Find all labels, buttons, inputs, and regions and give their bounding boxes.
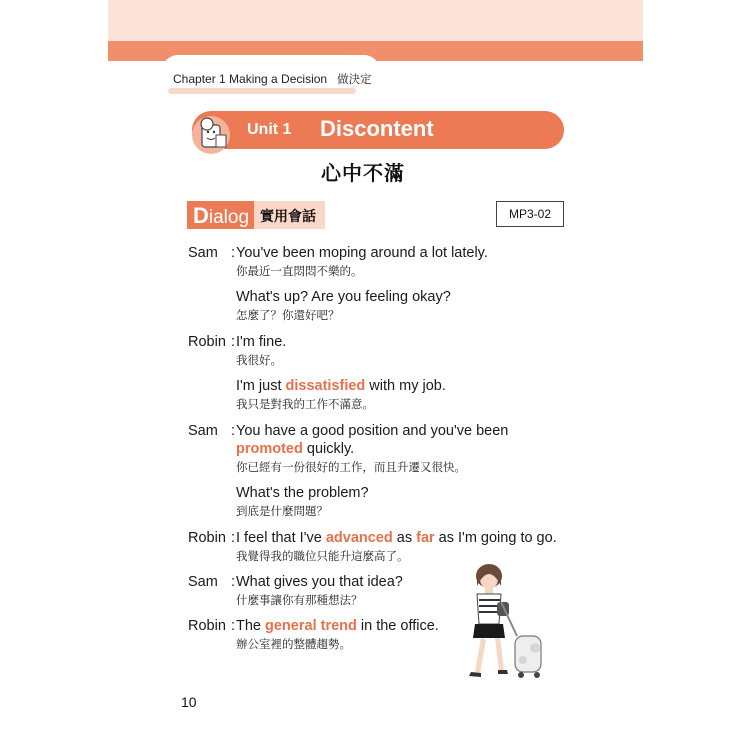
- chapter-title-cn: 做決定: [337, 72, 372, 86]
- speaker-label: Robin: [188, 530, 226, 546]
- chapter-title-en: Chapter 1 Making a Decision: [173, 72, 328, 86]
- speaker-label: Robin: [188, 334, 226, 350]
- dialog-line-cn: 什麼事讓你有那種想法？: [236, 593, 363, 607]
- unit-title: Discontent: [320, 116, 434, 141]
- speaker-label: Sam: [188, 423, 218, 439]
- vocab-highlight: general trend: [265, 618, 357, 634]
- dialog-line-cn: 怎麼了？你還好吧？: [236, 308, 340, 322]
- speaker-colon: :: [231, 423, 236, 439]
- dialog-line-cn: 你最近一直悶悶不樂的。: [236, 264, 363, 278]
- speaker-colon: :: [231, 618, 236, 634]
- speaker-label: Sam: [188, 245, 218, 261]
- vocab-highlight: dissatisfied: [285, 378, 366, 394]
- dialog-section-tag: [187, 201, 325, 229]
- chef-character-icon: [188, 115, 234, 155]
- dialog-line-en: You've been moping around a lot lately.: [236, 245, 488, 261]
- speaker-colon: :: [231, 574, 236, 590]
- speaker-colon: :: [231, 530, 236, 546]
- dialog-line-cn: 到底是什麼問題？: [236, 504, 328, 518]
- dialog-line-en: I feel that I've advanced as far as I'm going to go.: [236, 530, 557, 546]
- dialog-line-en: I'm fine.: [236, 334, 287, 350]
- top-color-band: [108, 0, 643, 41]
- unit-label: Unit 1: [247, 121, 292, 138]
- speaker-label: Robin: [188, 618, 226, 634]
- dialog-line-en: The general trend in the office.: [236, 618, 439, 634]
- dialog-line-en: What's the problem?: [236, 485, 369, 501]
- speaker-label: Sam: [188, 574, 218, 590]
- speaker-colon: :: [231, 334, 236, 350]
- dialog-line-en: You have a good position and you've been: [236, 423, 509, 439]
- dialog-line-cn: 我覺得我的職位只能升這麼高了。: [236, 549, 409, 563]
- dialog-line-cn: 辦公室裡的整體趨勢。: [236, 637, 351, 651]
- speaker-colon: :: [231, 245, 236, 261]
- dialog-line-cn: 我很好。: [236, 353, 282, 367]
- unit-title-cn: 心中不滿: [321, 161, 405, 185]
- vocab-highlight: promoted: [236, 441, 303, 457]
- vocab-highlight: far: [416, 530, 435, 546]
- dialog-tag-box: [187, 201, 254, 229]
- dialog-tag-text: Dialog: [193, 203, 250, 228]
- dialog-line-en: What gives you that idea?: [236, 574, 403, 590]
- dialog-line-en: What's up? Are you feeling okay?: [236, 289, 451, 305]
- dialog-line-en: promoted quickly.: [236, 441, 355, 457]
- dialog-line-en: I'm just dissatisfied with my job.: [236, 378, 446, 394]
- dialog-tag-cn: 實用會話: [260, 209, 316, 225]
- chapter-underline: [168, 88, 356, 94]
- dialog-line-cn: 你已經有一份很好的工作，而且升遷又很快。: [236, 460, 466, 474]
- audio-track-button[interactable]: MP3-02: [496, 201, 564, 227]
- chapter-label: [173, 71, 372, 87]
- dialog-line-cn: 我只是對我的工作不滿意。: [236, 397, 374, 411]
- traveler-illustration: [455, 562, 555, 686]
- page-number: 10: [181, 694, 197, 710]
- vocab-highlight: advanced: [325, 530, 393, 546]
